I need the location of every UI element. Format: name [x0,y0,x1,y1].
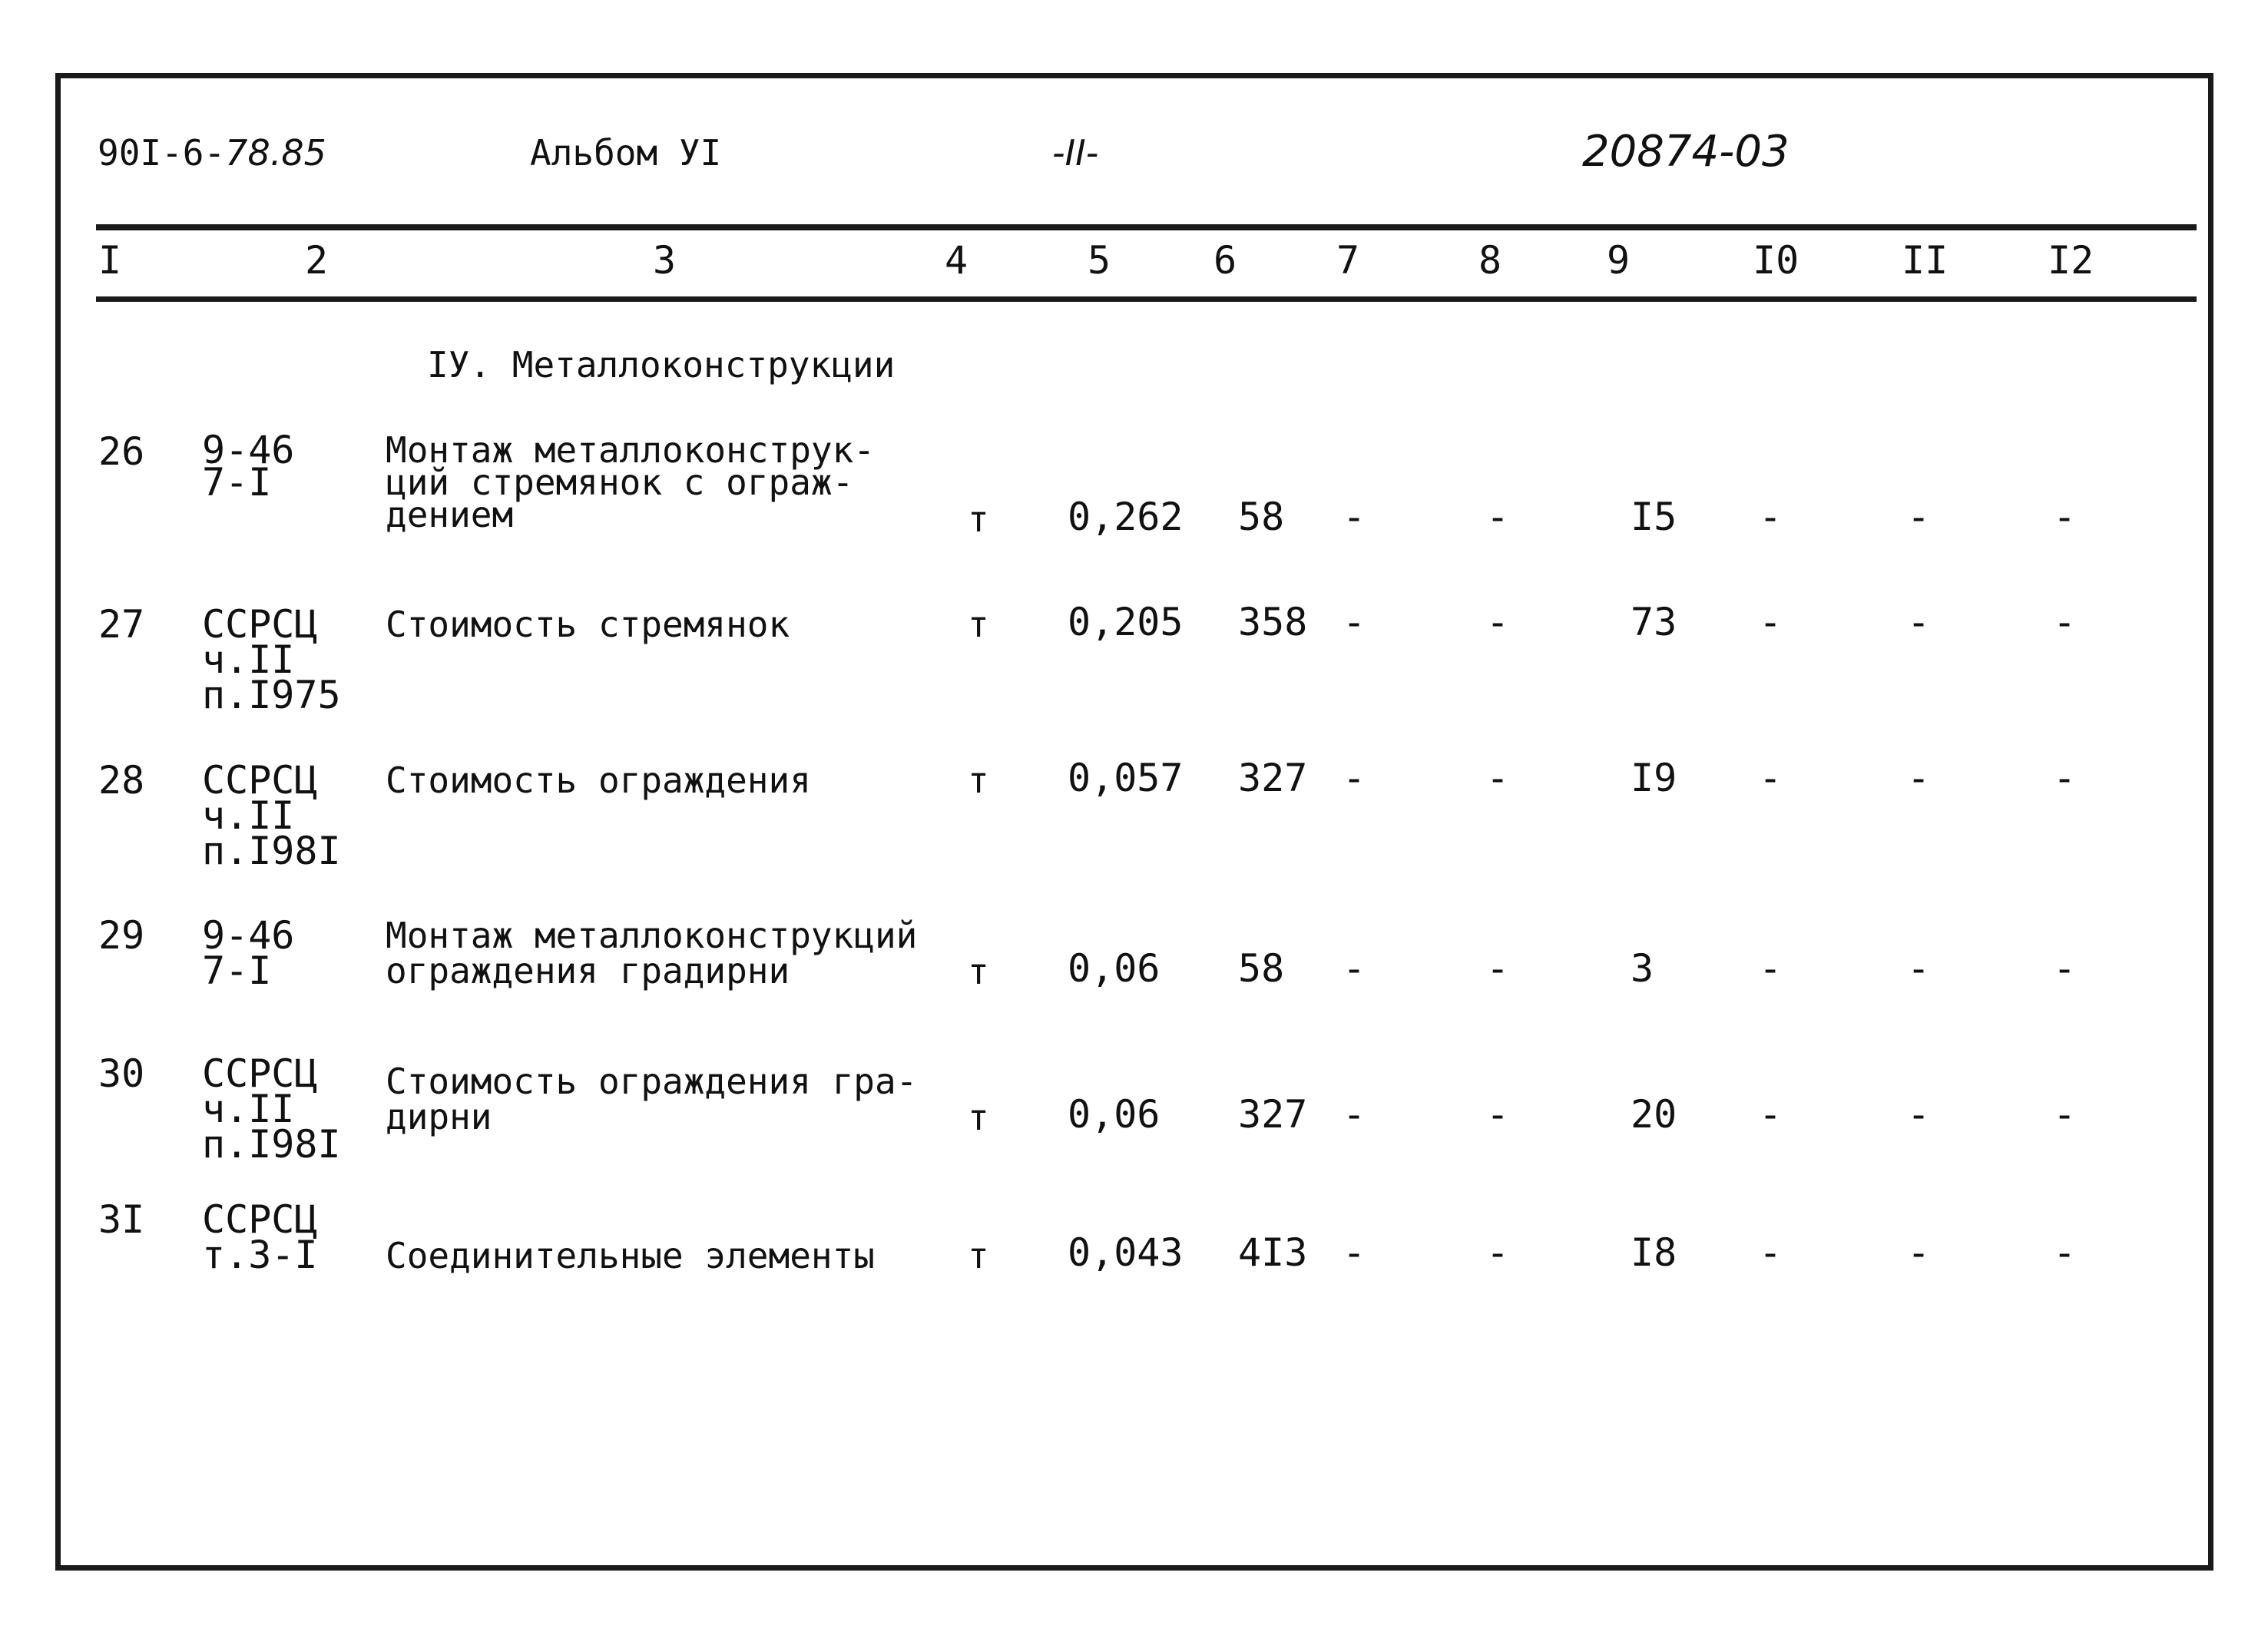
norm-code: 9-46 7-I [202,913,295,993]
work-name: Стоимость ограждения [386,760,811,801]
col-11-value: - [1907,1230,1931,1275]
col-header-4: 4 [945,238,968,283]
col-11-value: - [1907,756,1931,800]
unit-price: 58 [1238,946,1285,991]
col-header-5: 5 [1088,238,1111,283]
row-number: 28 [98,758,145,803]
doc-code-printed: 90I-6- [98,132,226,174]
col-11-value: - [1907,495,1931,539]
row-number: 27 [98,602,145,647]
unit-price: 327 [1238,756,1308,800]
unit-price: 327 [1238,1092,1308,1137]
unit: т [968,498,989,540]
col-10-value: - [1759,495,1783,539]
row-number: 26 [98,429,145,474]
col-10-value: - [1759,946,1783,991]
col-8-value: - [1486,756,1510,800]
album-label: Альбом УI [530,132,722,174]
col-11-value: - [1907,946,1931,991]
col-9-value: 73 [1631,600,1677,644]
unit-price: 358 [1238,600,1308,644]
quantity: 0,043 [1068,1230,1184,1275]
col-12-value: - [2053,946,2077,991]
col-10-value: - [1759,1230,1783,1275]
col-11-value: - [1907,1092,1931,1137]
col-9-value: I5 [1631,495,1677,539]
quantity: 0,06 [1068,1092,1160,1137]
page-number: -II- [1052,132,1099,174]
header-rule-top [96,224,2197,230]
col-7-value: - [1343,1230,1366,1275]
col-7-value: - [1343,600,1366,644]
col-7-value: - [1343,1092,1366,1137]
col-9-value: 20 [1631,1092,1677,1137]
col-8-value: - [1486,1092,1510,1137]
work-name: Стоимость стремянок [386,604,790,645]
col-10-value: - [1759,1092,1783,1137]
col-10-value: - [1759,600,1783,644]
work-name: Монтаж металлоконструкций ограждения градирни [386,915,918,991]
norm-code: ССРСЦ ч.II п.I98I [202,758,341,873]
doc-code [98,132,326,174]
unit: т [968,604,989,645]
col-12-value: - [2053,1230,2077,1275]
col-header-10: I0 [1753,238,1800,283]
quantity: 0,262 [1068,495,1184,539]
work-name: Монтаж металлоконструк- ций стремянок с ограж- дением [386,429,875,535]
col-header-1: I [98,238,122,283]
unit: т [968,1235,989,1276]
header-rule-bottom [96,296,2197,302]
unit-price: 4I3 [1238,1230,1308,1275]
col-11-value: - [1907,600,1931,644]
unit: т [968,760,989,801]
col-9-value: I9 [1631,756,1677,800]
unit-price: 58 [1238,495,1285,539]
row-number: 3I [98,1197,145,1242]
doc-code-handwritten: 78.85 [225,132,326,174]
norm-code: 9-46 7-I [202,428,295,505]
col-12-value: - [2053,756,2077,800]
work-name: Стоимость ограждения гра- дирни [386,1061,918,1137]
norm-code: ССРСЦ ч.II п.I975 [202,602,341,717]
section-title: IУ. Металлоконструкции [427,344,896,386]
col-8-value: - [1486,600,1510,644]
col-7-value: - [1343,756,1366,800]
unit: т [968,1097,989,1138]
quantity: 0,057 [1068,756,1184,800]
col-header-9: 9 [1607,238,1631,283]
col-header-7: 7 [1336,238,1360,283]
col-9-value: 3 [1631,946,1654,991]
work-name: Соединительные элементы [386,1235,875,1276]
unit: т [968,951,989,992]
col-8-value: - [1486,1230,1510,1275]
col-10-value: - [1759,756,1783,800]
col-7-value: - [1343,946,1366,991]
col-7-value: - [1343,495,1366,539]
col-header-12: I2 [2048,238,2094,283]
norm-code: ССРСЦ ч.II п.I98I [202,1051,341,1167]
row-number: 30 [98,1051,145,1096]
col-12-value: - [2053,1092,2077,1137]
col-header-3: 3 [653,238,677,283]
col-9-value: I8 [1631,1230,1677,1275]
col-header-11: II [1902,238,1948,283]
col-8-value: - [1486,946,1510,991]
row-number: 29 [98,913,145,958]
col-12-value: - [2053,600,2077,644]
quantity: 0,205 [1068,600,1184,644]
norm-code: ССРСЦ т.3-I [202,1197,318,1277]
quantity: 0,06 [1068,946,1160,991]
project-number: 20874-03 [1582,127,1790,177]
col-header-8: 8 [1478,238,1502,283]
col-header-2: 2 [305,238,329,283]
col-8-value: - [1486,495,1510,539]
col-header-6: 6 [1213,238,1237,283]
col-12-value: - [2053,495,2077,539]
